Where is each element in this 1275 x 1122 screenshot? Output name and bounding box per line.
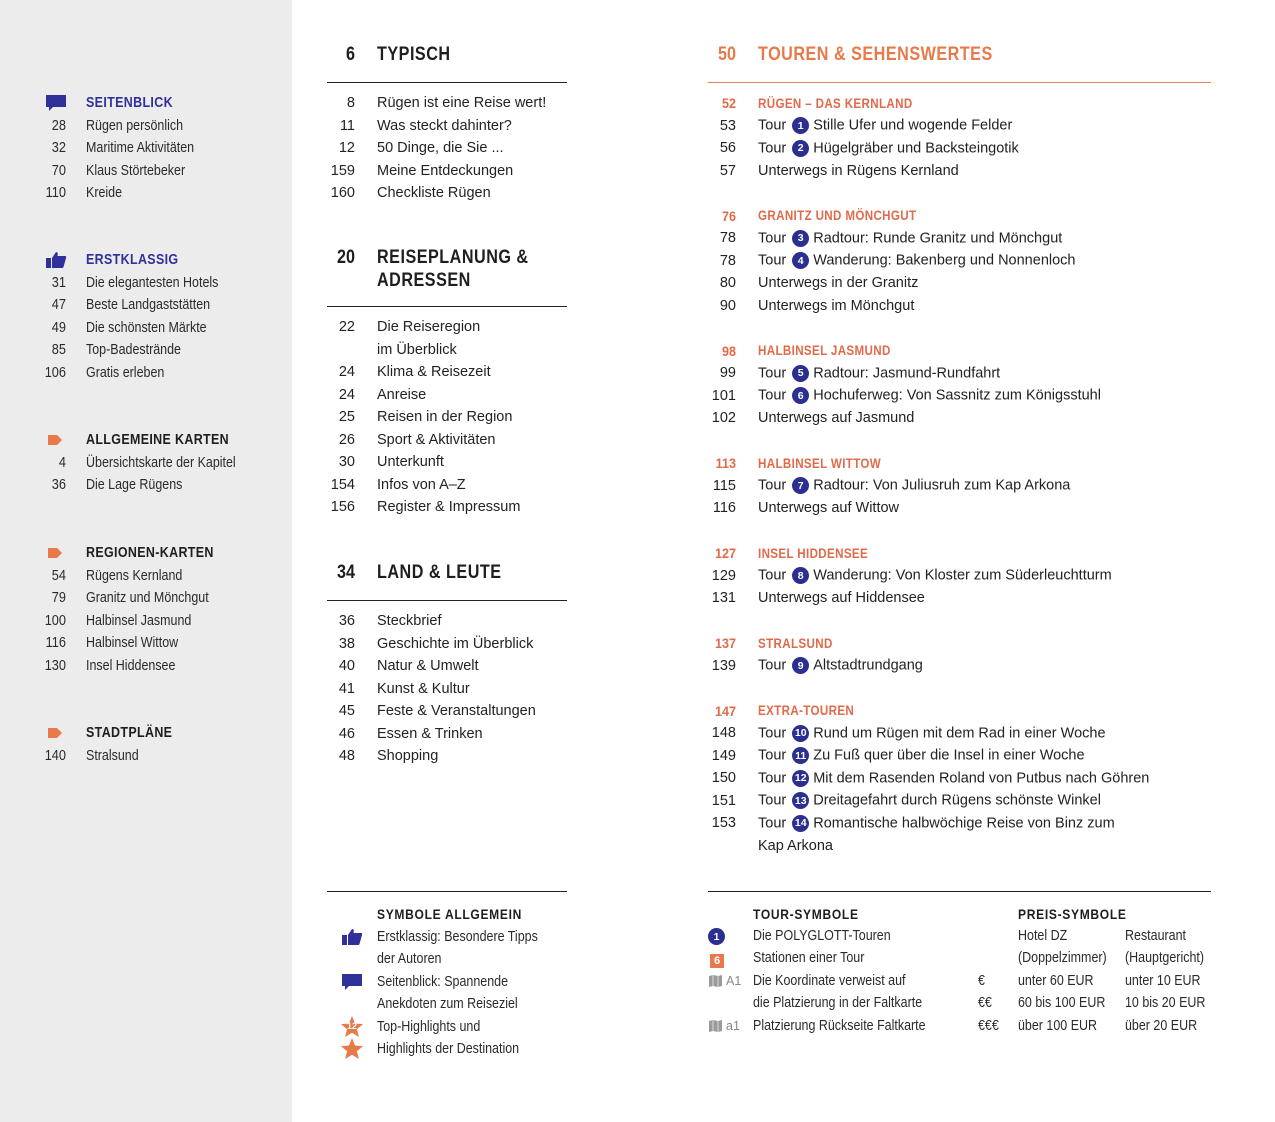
divider xyxy=(708,891,1211,892)
legend-row: Anekdoten zum Reiseziel xyxy=(377,996,518,1013)
list-item[interactable]: 116 Unterwegs auf Wittow xyxy=(712,500,900,517)
touren-sections xyxy=(708,92,1211,857)
tour-number-icon: 9 xyxy=(792,657,809,674)
tour-number-icon: 3 xyxy=(792,230,809,247)
sidebar-group-seitenblick xyxy=(40,92,290,205)
group-title: STADTPLÄNE xyxy=(86,725,173,742)
list-item[interactable]: 31 Die elegantesten Hotels xyxy=(51,274,219,291)
list-item[interactable]: 45 Feste & Veranstaltungen xyxy=(338,703,536,720)
list-item[interactable]: 41 Kunst & Kultur xyxy=(338,680,470,697)
tour-row[interactable]: 78 Tour 4 Wanderung: Bakenberg und Nonnenloch xyxy=(719,252,1076,269)
legend-title: TOUR-SYMBOLE xyxy=(753,906,859,922)
list-item[interactable]: 54 Rügens Kernland xyxy=(51,567,183,584)
group-title: REGIONEN-KARTEN xyxy=(86,545,214,562)
list-item[interactable]: 154 Infos von A–Z xyxy=(330,476,466,493)
section-heading[interactable]: 113 HALBINSEL WITTOW xyxy=(715,455,882,472)
list-item[interactable]: 106 Gratis erleben xyxy=(44,364,165,381)
map-tag-icon xyxy=(40,547,86,559)
list-item[interactable]: 32 Maritime Aktivitäten xyxy=(51,140,195,157)
section-heading[interactable]: 147 EXTRA-TOUREN xyxy=(714,702,855,719)
list-item[interactable]: 46 Essen & Trinken xyxy=(338,725,483,742)
divider xyxy=(327,306,567,307)
list-item[interactable]: 11 Was steckt dahinter? xyxy=(339,117,512,134)
list-item[interactable]: 25 Reisen in der Region xyxy=(338,409,513,426)
list-item[interactable]: 22 Die Reiseregion xyxy=(338,319,481,336)
tour-row[interactable]: 99 Tour 5 Radtour: Jasmund-Rundfahrt xyxy=(719,365,1001,382)
list-item[interactable]: 47 Beste Landgaststätten xyxy=(51,297,211,314)
chapter-page: 34 xyxy=(337,562,355,583)
list-item[interactable]: 26 Sport & Aktivitäten xyxy=(338,431,496,448)
legend-row: Seitenblick: Spannende xyxy=(327,971,567,994)
list-item[interactable]: 110 Kreide xyxy=(45,185,123,202)
section-extra-touren xyxy=(708,700,1211,858)
sidebar-group-regionen-karten xyxy=(40,542,290,677)
list-item[interactable]: 28 Rügen persönlich xyxy=(51,117,184,134)
tour-number-icon: 1 xyxy=(792,117,809,134)
list-item[interactable]: 49 Die schönsten Märkte xyxy=(51,319,207,336)
chapter-land-leute xyxy=(327,562,567,768)
tour-number-icon: 12 xyxy=(792,770,809,787)
tour-number-icon: 2 xyxy=(792,140,809,157)
legend-tour-price: TOUR-SYMBOLE 1 Die POLYGLOTT-Touren 6 Stationen einer Tour A1 Die Koordinate verweist auf die Platzierung in der Faltkarte a1 Platzierung Rückseite Faltkarte PREIS-SYMBOLE Hotel DZ Restaurant (Doppelzimmer) (Hauptgericht) € unter 60 EUR unter 10 EUR €€ 60 bis 100 EUR 10 bis 20 EUR €€€ über 100 EUR über 20 EUR xyxy=(708,891,1228,1051)
chapter-title[interactable]: TOUREN & SEHENSWERTES xyxy=(758,44,993,65)
list-item[interactable]: 131 Unterwegs auf Hiddensee xyxy=(711,590,925,607)
divider xyxy=(708,82,1211,83)
section-heading[interactable]: 127 INSEL HIDDENSEE xyxy=(714,545,869,562)
list-item[interactable]: 160 Checkliste Rügen xyxy=(330,185,491,202)
list-item[interactable]: 30 Unterkunft xyxy=(338,454,444,471)
tour-row[interactable]: 153 Tour 14 Romantische halbwöchige Reise von Binz zum xyxy=(711,815,1115,832)
divider xyxy=(327,600,567,601)
legend-row: Highlights der Destination xyxy=(327,1038,567,1061)
tour-number-icon: 4 xyxy=(792,252,809,269)
tour-row[interactable]: 115 Tour 7 Radtour: Von Juliusruh zum Kap Arkona xyxy=(712,477,1071,494)
list-item[interactable]: 48 Shopping xyxy=(338,748,439,765)
tour-row[interactable]: 56 Tour 2 Hügelgräber und Backsteingotik xyxy=(719,140,1019,157)
section-ruegen-kernland xyxy=(708,92,1211,182)
speech-bubble-icon xyxy=(40,94,86,112)
chapter-page: 6 xyxy=(346,44,355,65)
tour-row[interactable]: 129 Tour 8 Wanderung: Von Kloster zum Süderleuchtturm xyxy=(711,567,1112,584)
tour-row[interactable]: 150 Tour 12 Mit dem Rasenden Roland von Putbus nach Göhren xyxy=(711,770,1150,787)
section-heading[interactable]: 52 RÜGEN – DAS KERNLAND xyxy=(721,95,913,112)
thumbs-up-icon xyxy=(327,928,377,946)
tour-row[interactable]: 101 Tour 6 Hochuferweg: Von Sassnitz zum Königsstuhl xyxy=(711,387,1101,404)
tour-row[interactable]: 148 Tour 10 Rund um Rügen mit dem Rad in einer Woche xyxy=(711,725,1106,742)
list-item[interactable]: 24 Anreise xyxy=(338,386,427,403)
tour-row[interactable]: 139 Tour 9 Altstadtrundgang xyxy=(711,657,923,674)
list-item[interactable]: 80 Unterwegs in der Granitz xyxy=(719,275,919,292)
group-title: ERSTKLASSIG xyxy=(86,252,179,269)
list-item[interactable]: 8 Rügen ist eine Reise wert! xyxy=(346,95,547,112)
section-jasmund xyxy=(708,340,1211,430)
tour-row[interactable]: 78 Tour 3 Radtour: Runde Granitz und Mönchgut xyxy=(719,230,1063,247)
legend-row: Erstklassig: Besondere Tipps xyxy=(327,926,567,949)
list-item[interactable]: 40 Natur & Umwelt xyxy=(338,658,479,675)
section-heading[interactable]: 76 GRANITZ UND MÖNCHGUT xyxy=(721,207,917,224)
tour-number-icon: 5 xyxy=(792,365,809,382)
sidebar-group-erstklassig xyxy=(40,249,290,384)
price-symbol: €€ xyxy=(978,995,992,1011)
list-item[interactable]: 130 Insel Hiddensee xyxy=(44,657,176,674)
map-tag-icon xyxy=(40,434,86,446)
section-stralsund xyxy=(708,632,1211,677)
tour-number-icon: 14 xyxy=(792,815,809,832)
tour-number-icon: 13 xyxy=(792,792,809,809)
chapter-title[interactable]: TYPISCH xyxy=(377,44,451,65)
star-icon xyxy=(327,1038,377,1060)
legend-row: 12 Top-Highlights und xyxy=(327,1016,567,1039)
tour-number-icon: 10 xyxy=(792,725,809,742)
chapter-page: 50 xyxy=(718,44,736,65)
list-item[interactable]: 85 Top-Badestrände xyxy=(51,342,181,359)
list-item[interactable]: 156 Register & Impressum xyxy=(330,499,521,516)
thumbs-up-icon xyxy=(40,251,86,269)
tour-number-icon: 6 xyxy=(792,387,809,404)
list-item[interactable]: 90 Unterwegs im Mönchgut xyxy=(719,297,915,314)
tour-row[interactable]: 151 Tour 13 Dreitagefahrt durch Rügens schönste Winkel xyxy=(711,792,1101,809)
chapter-title[interactable]: REISEPLANUNG & xyxy=(377,247,529,268)
list-item[interactable]: 4 Übersichtskarte der Kapitel xyxy=(58,454,236,471)
chapter-page: 20 xyxy=(337,247,355,268)
price-symbol: € xyxy=(978,973,985,989)
legend-general xyxy=(327,891,567,1061)
list-item[interactable]: 102 Unterwegs auf Jasmund xyxy=(711,410,915,427)
price-col-restaurant: Restaurant xyxy=(1125,928,1187,944)
list-item[interactable]: 79 Granitz und Mönchgut xyxy=(51,590,209,607)
section-wittow xyxy=(708,452,1211,520)
list-item[interactable]: 70 Klaus Störtebeker xyxy=(51,162,186,179)
list-item[interactable]: 12 50 Dinge, die Sie ... xyxy=(338,140,504,157)
section-heading[interactable]: 137 STRALSUND xyxy=(714,635,833,652)
group-title: SEITENBLICK xyxy=(86,95,173,112)
map-icon: A1 xyxy=(709,974,741,988)
legend-title: SYMBOLE ALLGEMEIN xyxy=(377,906,523,922)
speech-bubble-icon xyxy=(327,973,377,991)
divider xyxy=(327,82,567,83)
section-heading[interactable]: 98 HALBINSEL JASMUND xyxy=(721,342,891,359)
chapter-title[interactable]: LAND & LEUTE xyxy=(377,562,502,583)
map-tag-icon xyxy=(40,727,86,739)
list-item[interactable]: 36 Steckbrief xyxy=(338,613,442,630)
tour-number-icon: 8 xyxy=(792,567,809,584)
price-symbol: €€€ xyxy=(978,1018,999,1034)
sidebar-group-allgemeine-karten xyxy=(40,429,290,497)
list-item[interactable]: 38 Geschichte im Überblick xyxy=(338,635,534,652)
list-item[interactable]: 24 Klima & Reisezeit xyxy=(338,364,491,381)
tour-number-icon: 7 xyxy=(792,477,809,494)
list-item[interactable]: 140 Stralsund xyxy=(44,747,139,764)
list-item[interactable]: im Überblick xyxy=(377,341,457,358)
list-item[interactable]: 57 Unterwegs in Rügens Kernland xyxy=(719,162,959,179)
divider xyxy=(327,891,567,892)
chapter-typisch xyxy=(327,44,567,205)
sidebar-group-stadtplaene xyxy=(40,722,290,767)
numbered-star-icon: 12 xyxy=(327,1016,377,1038)
list-item-continuation: Kap Arkona xyxy=(758,837,833,854)
tour-row[interactable]: 149 Tour 11 Zu Fuß quer über die Insel in einer Woche xyxy=(711,747,1085,764)
section-hiddensee xyxy=(708,542,1211,610)
list-item[interactable]: 100 Halbinsel Jasmund xyxy=(44,612,192,629)
list-item[interactable]: 159 Meine Entdeckungen xyxy=(330,162,514,179)
chapter-touren xyxy=(708,44,1211,857)
chapter-reiseplanung xyxy=(327,247,567,519)
section-granitz-moenchgut xyxy=(708,205,1211,318)
list-item[interactable]: 36 Die Lage Rügens xyxy=(51,477,183,494)
chapter-title-line2[interactable]: ADRESSEN xyxy=(377,269,471,291)
legend-row: der Autoren xyxy=(377,951,442,968)
station-square-icon: 6 xyxy=(710,951,724,969)
tour-row[interactable]: 53 Tour 1 Stille Ufer und wogende Felder xyxy=(719,117,1013,134)
list-item[interactable]: 116 Halbinsel Wittow xyxy=(45,635,179,652)
tour-number-icon: 1 xyxy=(708,928,725,946)
tour-number-icon: 11 xyxy=(792,747,809,764)
group-title: ALLGEMEINE KARTEN xyxy=(86,432,230,449)
map-icon: a1 xyxy=(709,1019,740,1033)
price-col-hotel: Hotel DZ xyxy=(1018,928,1068,944)
legend-title: PREIS-SYMBOLE xyxy=(1018,906,1127,922)
